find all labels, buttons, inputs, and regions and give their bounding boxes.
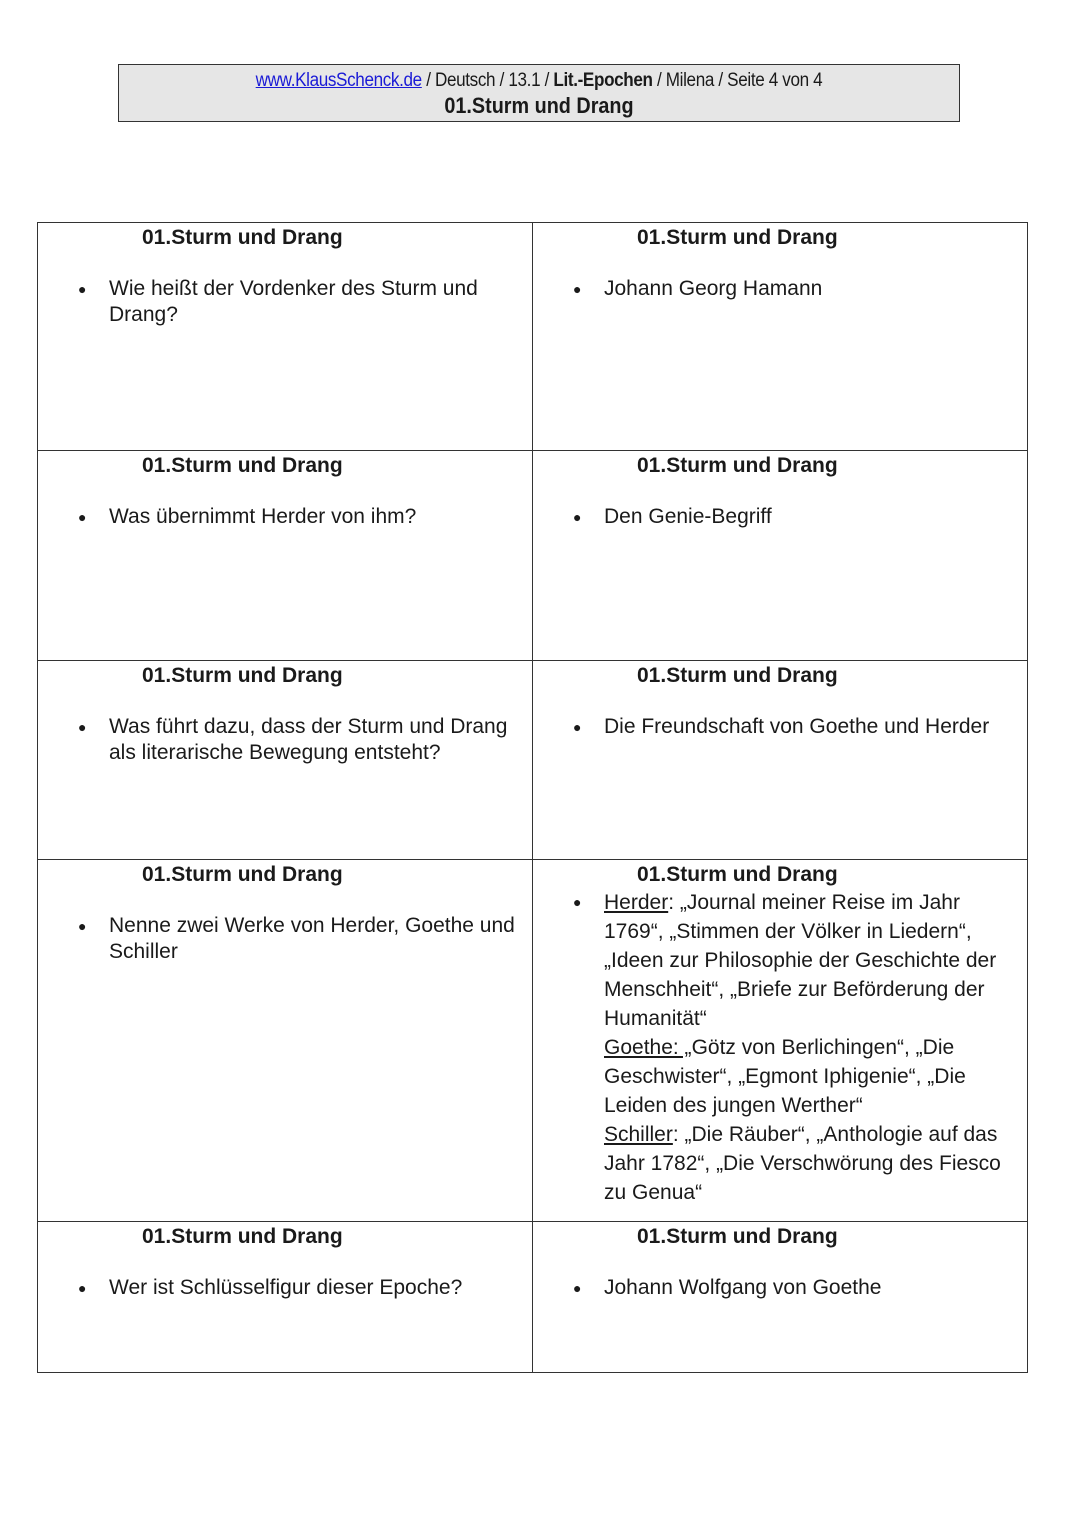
- question-card: [38, 223, 533, 451]
- question-card: [38, 1222, 533, 1373]
- question-text: ● Was übernimmt Herder von ihm?: [78, 505, 417, 528]
- header-breadcrumb: [161, 69, 917, 93]
- answer-works-list: [533, 888, 1027, 1207]
- herder-label: Herder: [604, 891, 669, 914]
- page-title: 01.Sturm und Drang: [444, 93, 634, 118]
- answer-card: [533, 661, 1028, 860]
- schiller-works: : „Die Räuber“, „Anthologie auf das Jahr 1782“, „Die Verschwörung des Fiesco zu Genua“: [604, 1123, 1001, 1204]
- card-title: 01.Sturm und Drang: [637, 863, 838, 886]
- header-section: Lit.-Epochen: [553, 70, 653, 91]
- bullet-icon: ●: [573, 509, 582, 525]
- card-title: 01.Sturm und Drang: [637, 454, 838, 477]
- answer-card: [533, 451, 1028, 661]
- answer-text: ● Johann Georg Hamann: [573, 277, 823, 300]
- card-title: 01.Sturm und Drang: [142, 1225, 343, 1248]
- card-row: [38, 1222, 1028, 1373]
- answer-text: ● Johann Wolfgang von Goethe: [573, 1276, 882, 1299]
- answer-card: [533, 1222, 1028, 1373]
- site-link[interactable]: www.KlausSchenck.de: [255, 70, 422, 91]
- page-header: [118, 64, 960, 122]
- card-title: 01.Sturm und Drang: [142, 863, 343, 886]
- bullet-icon: ●: [78, 918, 87, 934]
- answer-text: ● Den Genie-Begriff: [573, 505, 772, 528]
- answer-card: [533, 860, 1028, 1222]
- question-text: ● Wie heißt der Vordenker des Sturm und Drang?: [78, 277, 478, 326]
- answer-card: [533, 223, 1028, 451]
- question-card: [38, 661, 533, 860]
- card-row: [38, 661, 1028, 860]
- schiller-label: Schiller: [604, 1123, 673, 1146]
- card-title: 01.Sturm und Drang: [142, 664, 343, 687]
- bullet-icon: ●: [78, 719, 87, 735]
- card-title: 01.Sturm und Drang: [637, 226, 838, 249]
- header-path: / Deutsch / 13.1 /: [421, 70, 554, 91]
- card-title: 01.Sturm und Drang: [142, 454, 343, 477]
- bullet-icon: ●: [78, 281, 87, 297]
- bullet-icon: ●: [78, 1280, 87, 1296]
- card-row: [38, 860, 1028, 1222]
- bullet-icon: ●: [573, 719, 582, 735]
- goethe-label: Goethe: „: [604, 1036, 692, 1059]
- goethe-works: Götz von Berlichingen“, „Die Geschwister“, „Egmont Iphigenie“, „Die Leiden des jungen Werther“: [604, 1036, 966, 1117]
- question-text: ● Nenne zwei Werke von Herder, Goethe und Schiller: [78, 914, 515, 963]
- bullet-icon: ●: [573, 281, 582, 297]
- bullet-icon: ●: [573, 1280, 582, 1296]
- flashcard-table: [37, 222, 1028, 1373]
- question-text: ● Was führt dazu, dass der Sturm und Drang als literarische Bewegung entsteht?: [78, 715, 508, 764]
- card-row: [38, 223, 1028, 451]
- question-text: ● Wer ist Schlüsselfigur dieser Epoche?: [78, 1276, 463, 1299]
- question-card: [38, 860, 533, 1222]
- question-card: [38, 451, 533, 661]
- answer-text: ● Die Freundschaft von Goethe und Herder: [573, 715, 990, 738]
- card-row: [38, 451, 1028, 661]
- bullet-icon: ●: [573, 894, 582, 910]
- bullet-icon: ●: [78, 509, 87, 525]
- card-title: 01.Sturm und Drang: [142, 226, 343, 249]
- herder-works: : „Journal meiner Reise im Jahr 1769“, „Stimmen der Völker in Liedern“, „Ideen zur Philosophie der Geschichte der Menschheit“, „Briefe zur Beförderung der Humanität“: [604, 891, 997, 1030]
- header-page-info: / Milena / Seite 4 von 4: [652, 70, 823, 91]
- card-title: 01.Sturm und Drang: [637, 1225, 838, 1248]
- card-title: 01.Sturm und Drang: [637, 664, 838, 687]
